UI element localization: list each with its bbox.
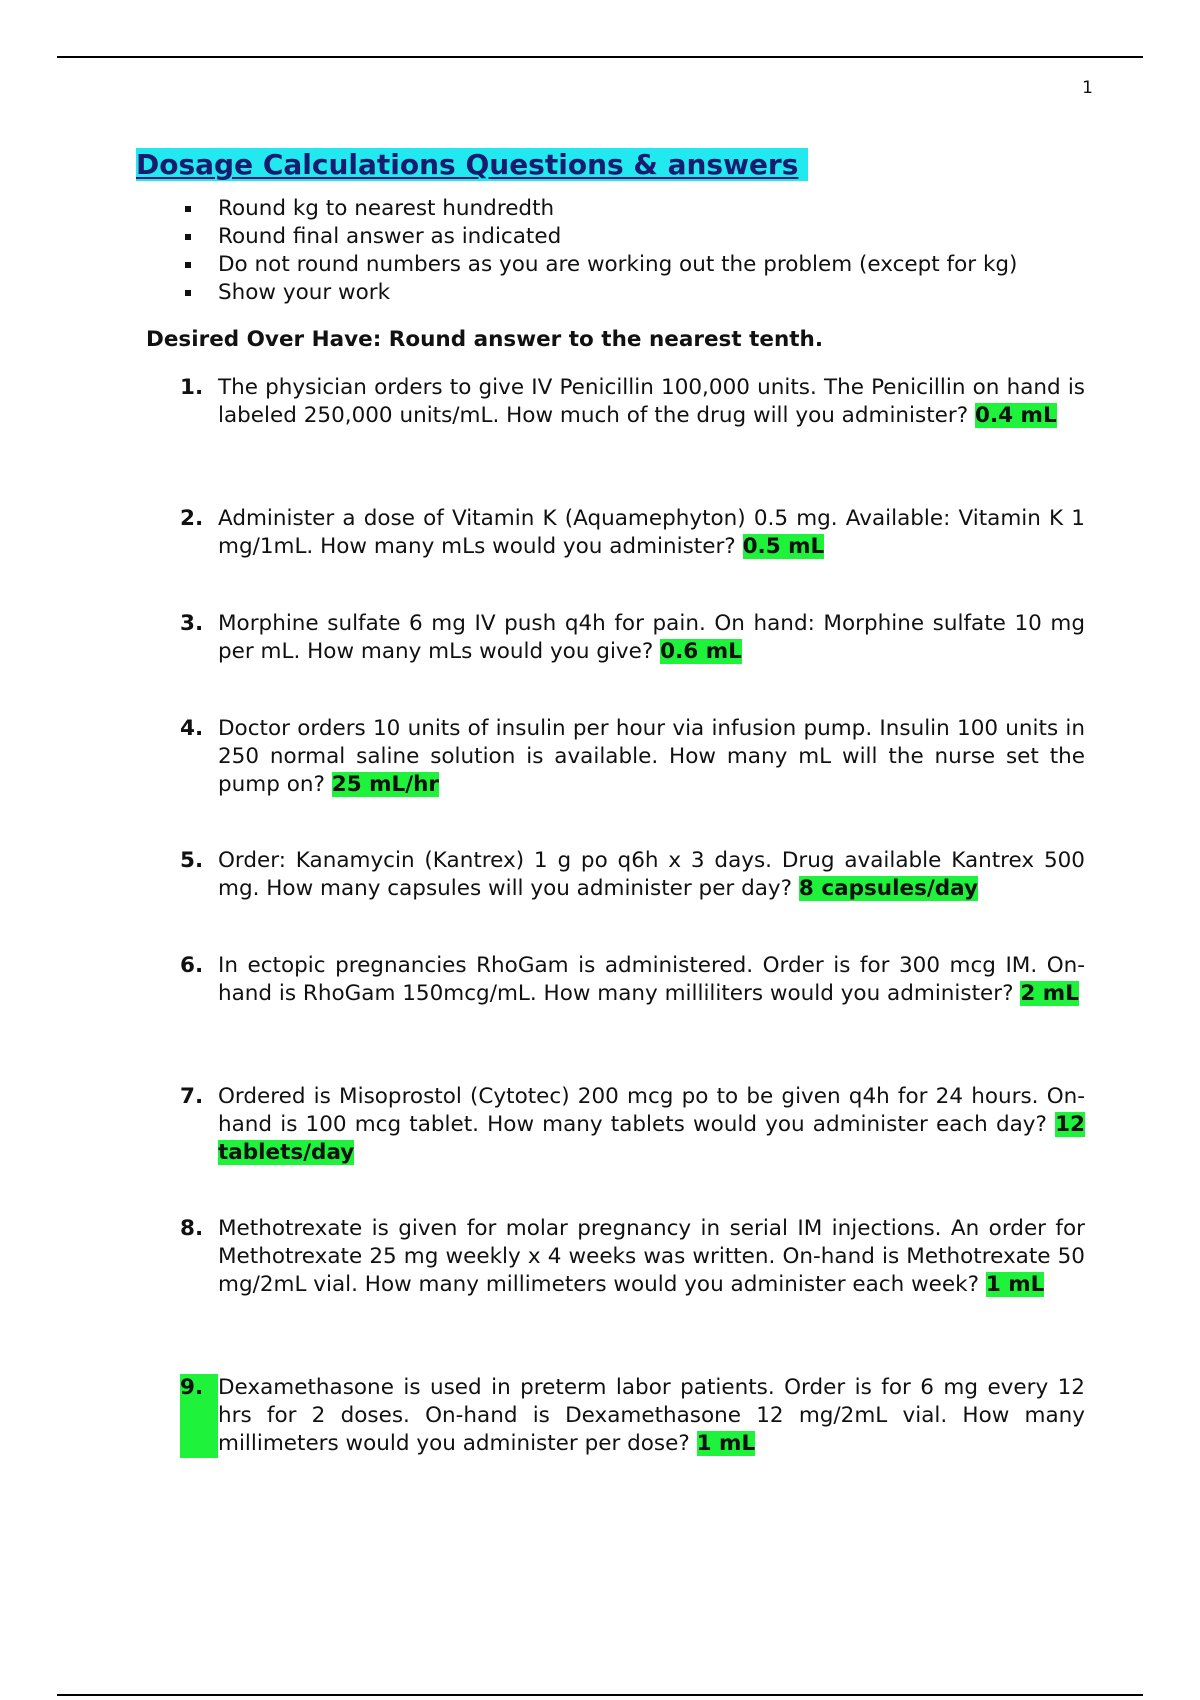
question-number: 9. <box>180 1374 218 1458</box>
answer-highlight: 12 tablets/day <box>218 1112 1085 1165</box>
question-body <box>218 952 1085 1008</box>
instruction-item: Show your work <box>175 279 1017 307</box>
question-body <box>218 1083 1085 1167</box>
document-title <box>136 148 808 182</box>
question-item <box>180 610 1085 666</box>
question-item <box>180 715 1085 799</box>
question-body <box>218 847 1085 903</box>
question-item <box>180 1215 1085 1299</box>
answer-highlight: 2 mL <box>1020 981 1079 1006</box>
instruction-item: Do not round numbers as you are working out the problem (except for kg) <box>175 251 1017 279</box>
header-rule <box>57 56 1143 58</box>
question-number: 1. <box>180 375 204 400</box>
question-body <box>218 1374 1085 1458</box>
question-text: Administer a dose of Vitamin K (Aquamephyton) 0.5 mg. Available: Vitamin K 1 mg/1mL. How many mLs would you administer? <box>218 506 1085 559</box>
question-text: Doctor orders 10 units of insulin per hour via infusion pump. Insulin 100 units in 250 normal saline solution is available. How many mL will the nurse set the pump on? <box>218 716 1085 797</box>
answer-highlight: 0.4 mL <box>974 403 1057 428</box>
answer-highlight: 0.6 mL <box>660 639 742 664</box>
question-number: 5. <box>180 848 204 873</box>
question-body <box>218 374 1085 430</box>
question-number: 4. <box>180 716 204 741</box>
question-text: Ordered is Misoprostol (Cytotec) 200 mcg po to be given q4h for 24 hours. On-hand is 100 mcg tablet. How many tablets would you administer each day? <box>218 1084 1085 1137</box>
question-body <box>218 1215 1085 1299</box>
question-item <box>180 505 1085 561</box>
document-title-text: Dosage Calculations Questions & answers <box>136 148 808 181</box>
question-number: 8. <box>180 1216 204 1241</box>
section-heading: Desired Over Have: Round answer to the nearest tenth. <box>146 327 823 352</box>
instruction-list <box>175 195 1017 307</box>
question-text: The physician orders to give IV Penicillin 100,000 units. The Penicillin on hand is labeled 250,000 units/mL. How much of the drug will you administer? <box>218 375 1085 428</box>
question-text: Order: Kanamycin (Kantrex) 1 g po q6h x 3 days. Drug available Kantrex 500 mg. How many capsules will you administer per day? <box>218 848 1085 901</box>
question-body <box>218 610 1085 666</box>
question-item <box>180 952 1085 1008</box>
answer-highlight: 1 mL <box>696 1431 756 1456</box>
question-body <box>218 505 1085 561</box>
answer-highlight: 25 mL/hr <box>331 772 440 797</box>
page-number: 1 <box>1082 78 1093 98</box>
question-item <box>180 1374 1085 1458</box>
question-item <box>180 847 1085 903</box>
question-text: Dexamethasone is used in preterm labor patients. Order is for 6 mg every 12 hrs for 2 doses. On-hand is Dexamethasone 12 mg/2mL vial. How many millimeters would you administer per dose? <box>218 1375 1085 1456</box>
question-number: 7. <box>180 1084 204 1109</box>
question-text: In ectopic pregnancies RhoGam is administered. Order is for 300 mcg IM. On-hand is RhoGam 150mcg/mL. How many milliliters would you administer? <box>218 953 1085 1006</box>
instruction-item: Round kg to nearest hundredth <box>175 195 1017 223</box>
question-text: Methotrexate is given for molar pregnancy in serial IM injections. An order for Methotrexate 25 mg weekly x 4 weeks was written. On-hand is Methotrexate 50 mg/2mL vial. How many millimeters would you administer each week? <box>218 1216 1085 1297</box>
question-number: 6. <box>180 953 204 978</box>
footer-rule <box>57 1694 1143 1696</box>
answer-highlight: 0.5 mL <box>742 534 825 559</box>
instruction-item: Round final answer as indicated <box>175 223 1017 251</box>
answer-highlight: 8 capsules/day <box>798 876 978 901</box>
question-number: 3. <box>180 611 204 636</box>
answer-highlight: 1 mL <box>985 1272 1045 1297</box>
question-body <box>218 715 1085 799</box>
question-item <box>180 374 1085 430</box>
question-number: 2. <box>180 506 204 531</box>
question-text: Morphine sulfate 6 mg IV push q4h for pain. On hand: Morphine sulfate 10 mg per mL. How many mLs would you give? <box>218 611 1085 664</box>
question-item <box>180 1083 1085 1167</box>
